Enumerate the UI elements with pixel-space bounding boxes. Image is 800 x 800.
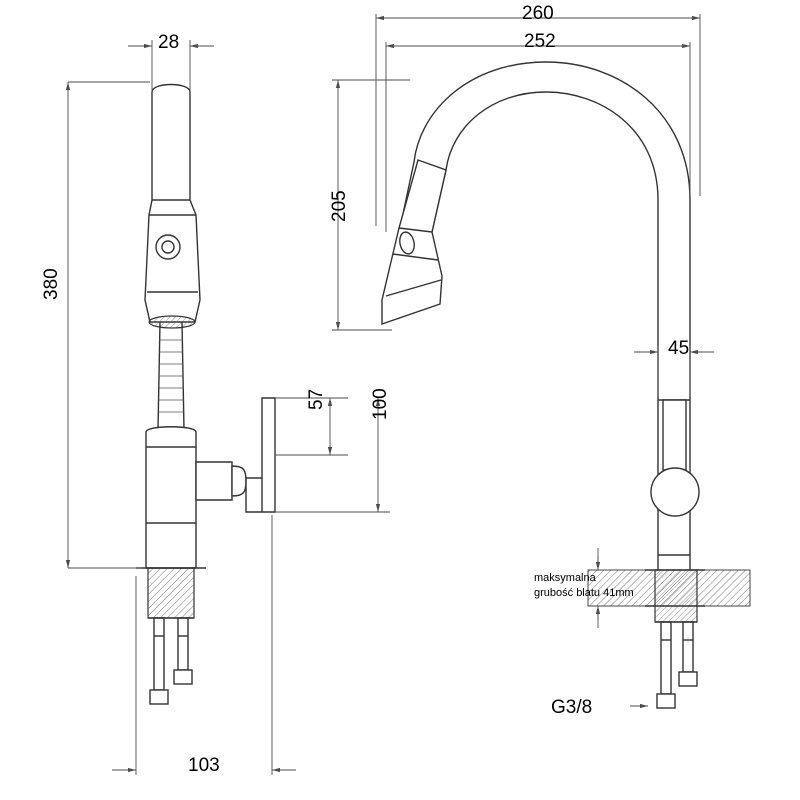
front-view-dimensions bbox=[68, 40, 390, 775]
dimension-label-28: 28 bbox=[158, 32, 180, 53]
dimension-label-252: 252 bbox=[524, 31, 556, 52]
dimension-label-103: 103 bbox=[188, 755, 220, 776]
note-line-1: maksymalna bbox=[534, 572, 596, 584]
dimension-label-45: 45 bbox=[668, 338, 690, 359]
note-max-countertop-thickness bbox=[534, 571, 634, 601]
dimension-label-260: 260 bbox=[522, 3, 554, 24]
side-view-geometry bbox=[382, 62, 750, 708]
front-view-geometry bbox=[136, 85, 275, 705]
dimension-label-57: 57 bbox=[306, 388, 327, 410]
note-line-2: grubość blatu 41mm bbox=[534, 587, 634, 599]
dimension-label-100: 100 bbox=[370, 388, 391, 420]
dimension-label-205: 205 bbox=[329, 190, 350, 222]
dimension-label-380: 380 bbox=[41, 268, 62, 300]
dimension-label-g38: G3/8 bbox=[551, 697, 593, 718]
